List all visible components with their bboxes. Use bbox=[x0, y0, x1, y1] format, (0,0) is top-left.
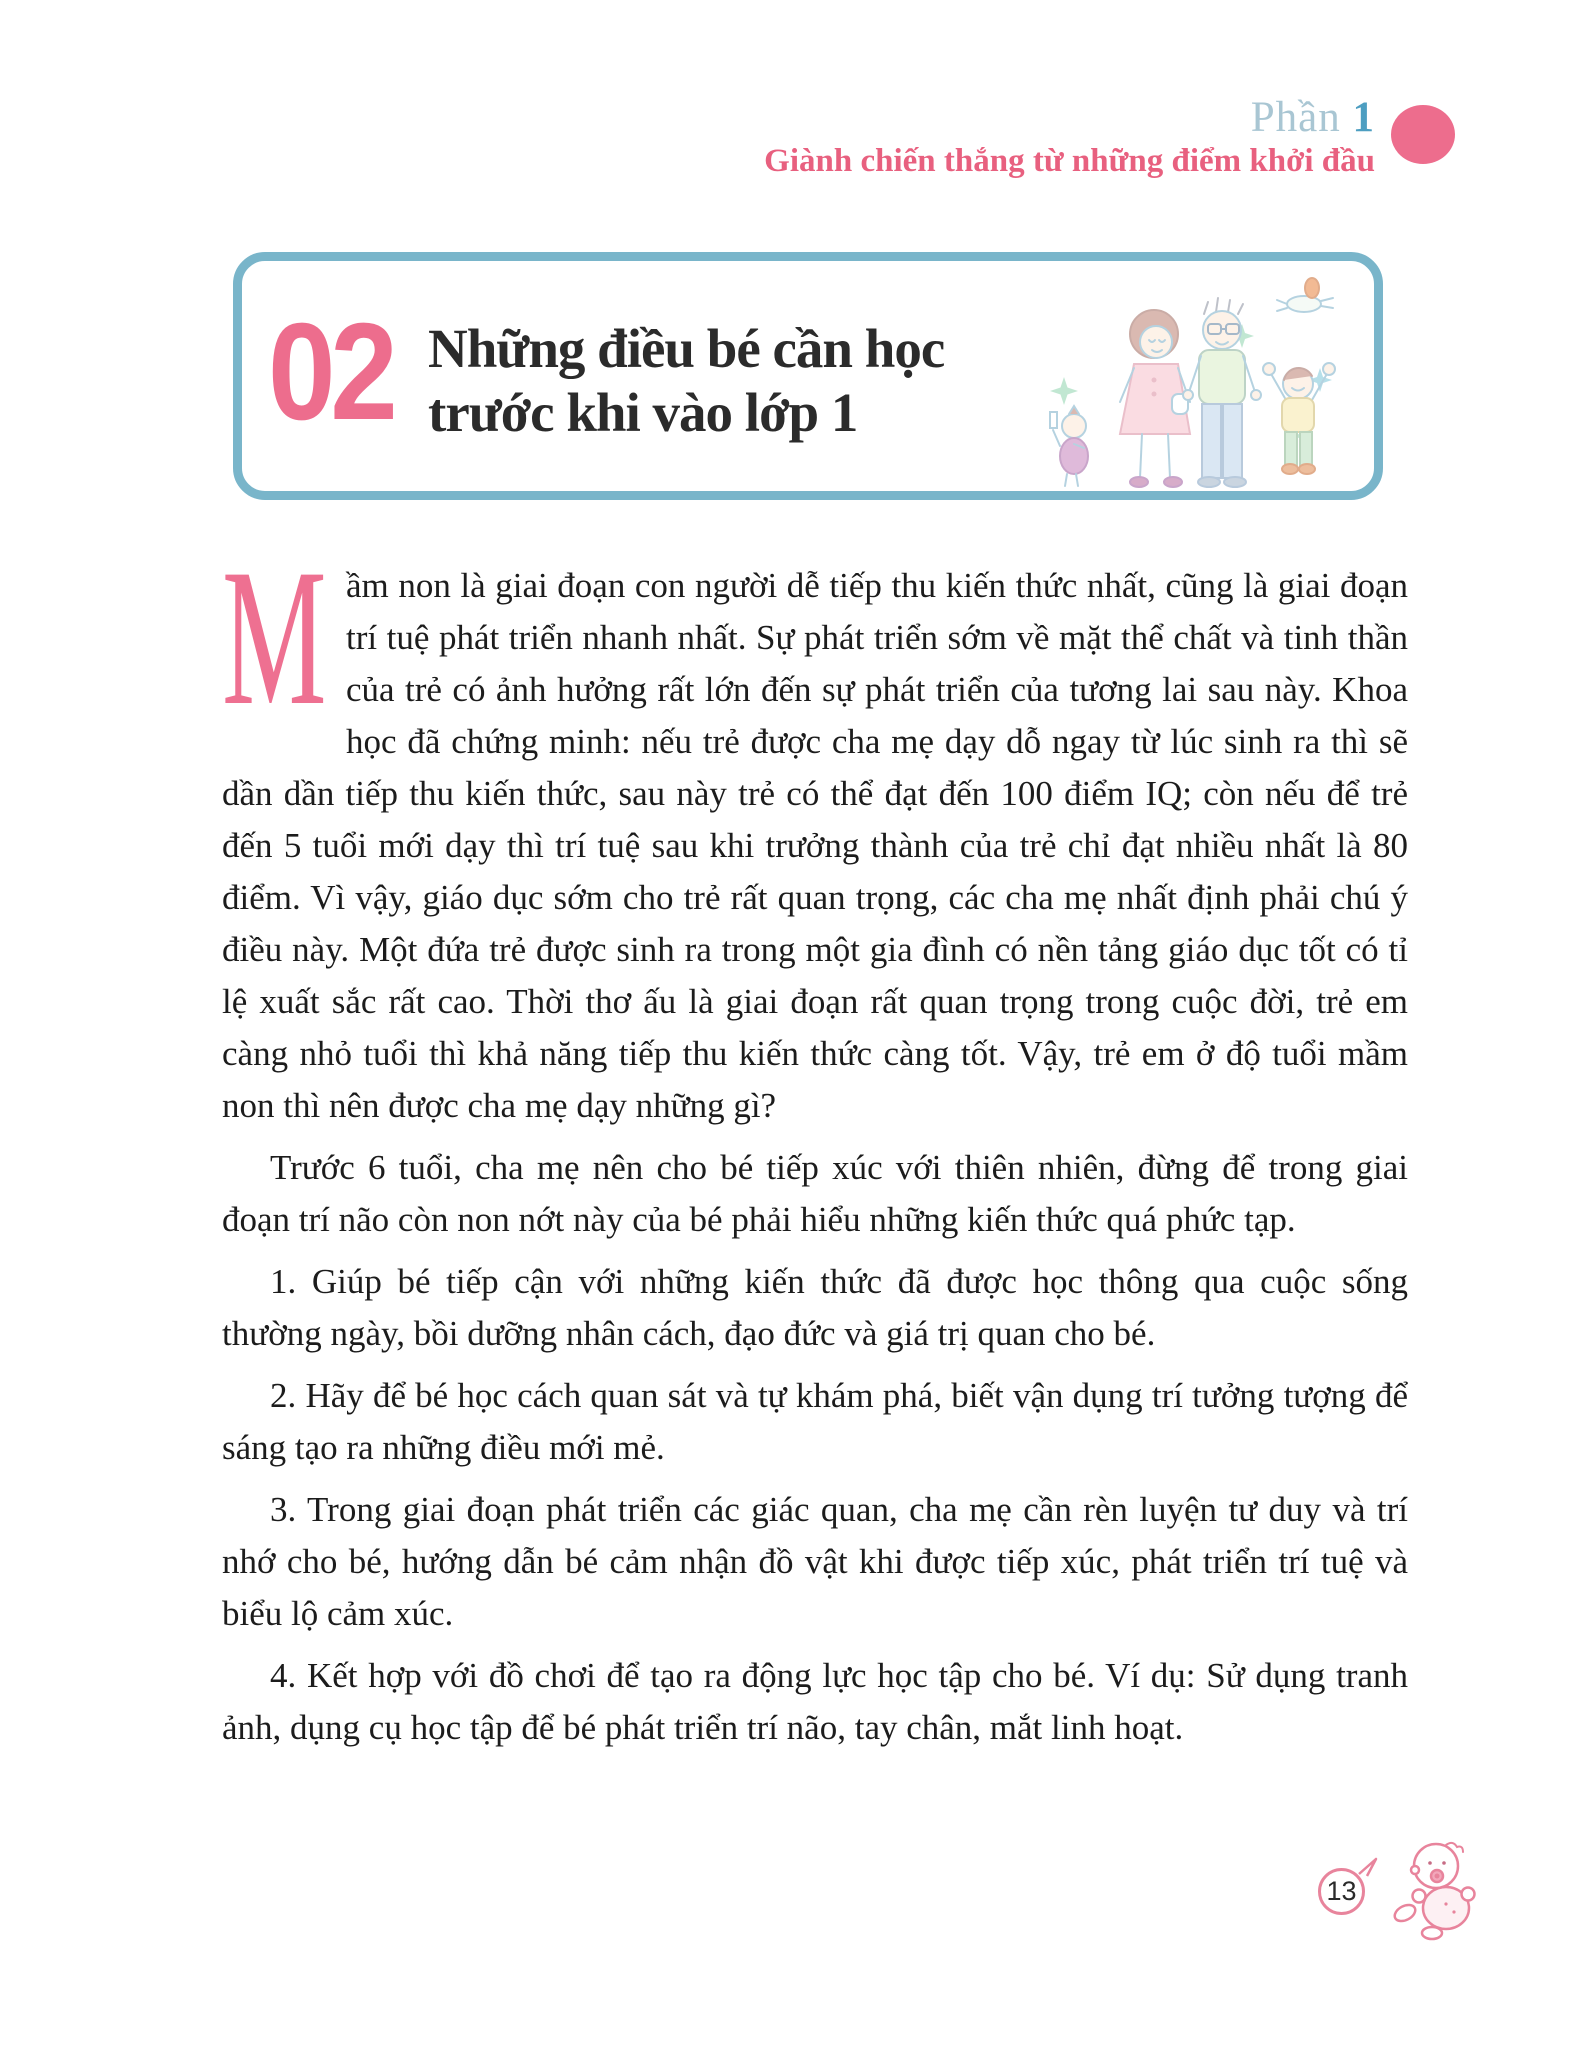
paragraph-intro bbox=[222, 529, 1408, 1132]
baby-page-mascot bbox=[1388, 1836, 1488, 1946]
toy-bird-icon bbox=[1277, 278, 1333, 312]
part-number: 1 bbox=[1352, 94, 1375, 141]
chapter-title bbox=[428, 317, 944, 445]
chapter-title-box bbox=[233, 252, 1383, 500]
part-accent-circle bbox=[1391, 105, 1455, 164]
part-line bbox=[764, 94, 1375, 141]
father-figure bbox=[1183, 298, 1261, 487]
list-item-4: 4. Kết hợp với đồ chơi để tạo ra động lực học tập cho bé. Ví dụ: Sử dụng tranh ảnh, dụng cụ học tập để bé phát triển trí não, tay chân, mắt linh hoạt. bbox=[222, 1656, 1408, 1747]
list-item-2: 2. Hãy để bé học cách quan sát và tự khám phá, biết vận dụng trí tưởng tượng để sáng tạo ra những điều mới mẻ. bbox=[222, 1376, 1408, 1467]
body-text bbox=[222, 529, 1408, 1764]
paragraph-before6: Trước 6 tuổi, cha mẹ nên cho bé tiếp xúc với thiên nhiên, đừng để trong giai đoạn trí não còn non nớt này của bé phải hiểu những kiến thức quá phức tạp. bbox=[222, 1148, 1408, 1239]
chapter-title-line1: Những điều bé cần học bbox=[428, 318, 945, 379]
list-item-3: 3. Trong giai đoạn phát triển các giác quan, cha mẹ cần rèn luyện tư duy và trí nhớ cho bé, hướng dẫn bé cảm nhận đồ vật khi được tiếp xúc, phát triển trí tuệ và biểu lộ cảm xúc. bbox=[222, 1490, 1408, 1633]
bubble-tail bbox=[1356, 1856, 1380, 1878]
part-label: Phần bbox=[1250, 94, 1341, 141]
page-number: 13 bbox=[1326, 1876, 1357, 1906]
part-subtitle: Giành chiến thắng từ những điểm khởi đầu bbox=[764, 143, 1375, 179]
family-illustration bbox=[1036, 276, 1346, 491]
list-item-1: 1. Giúp bé tiếp cận với những kiến thức đã được học thông qua cuộc sống thường ngày, bồi dưỡng nhân cách, đạo đức và giá trị quan cho bé. bbox=[222, 1262, 1408, 1353]
mother-figure bbox=[1120, 310, 1190, 487]
part-header bbox=[764, 94, 1375, 179]
baby-figure bbox=[1050, 406, 1088, 486]
boy-figure bbox=[1263, 363, 1335, 474]
dropcap-letter: M bbox=[222, 529, 327, 746]
chapter-number: 02 bbox=[268, 295, 393, 449]
paragraph-intro-text: ầm non là giai đoạn con người dễ tiếp thu kiến thức nhất, cũng là giai đoạn trí tuệ phát triển nhanh nhất. Sự phát triển sớm về mặt thể chất và tinh thần của trẻ có ảnh hưởng rất lớn đến sự phát triển của tương lai sau này. Khoa học đã chứng minh: nếu trẻ được cha mẹ dạy dỗ ngay từ lúc sinh ra thì sẽ dần dần tiếp thu kiến thức, sau này trẻ có thể đạt đến 100 điểm IQ; còn nếu để trẻ đến 5 tuổi mới dạy thì trí tuệ sau khi trưởng thành của trẻ chỉ đạt nhiều nhất là 80 điểm. Vì vậy, giáo dục sớm cho trẻ rất quan trọng, các cha mẹ nhất định phải chú ý điều này. Một đứa trẻ được sinh ra trong một gia đình có nền tảng giáo dục tốt có tỉ lệ xuất sắc rất cao. Thời thơ ấu là giai đoạn rất quan trọng trong cuộc đời, trẻ em càng nhỏ tuổi thì khả năng tiếp thu kiến thức càng tốt. Vậy, trẻ em ở độ tuổi mầm non thì nên được cha mẹ dạy những gì? bbox=[222, 566, 1408, 1125]
chapter-title-line2: trước khi vào lớp 1 bbox=[428, 382, 858, 443]
